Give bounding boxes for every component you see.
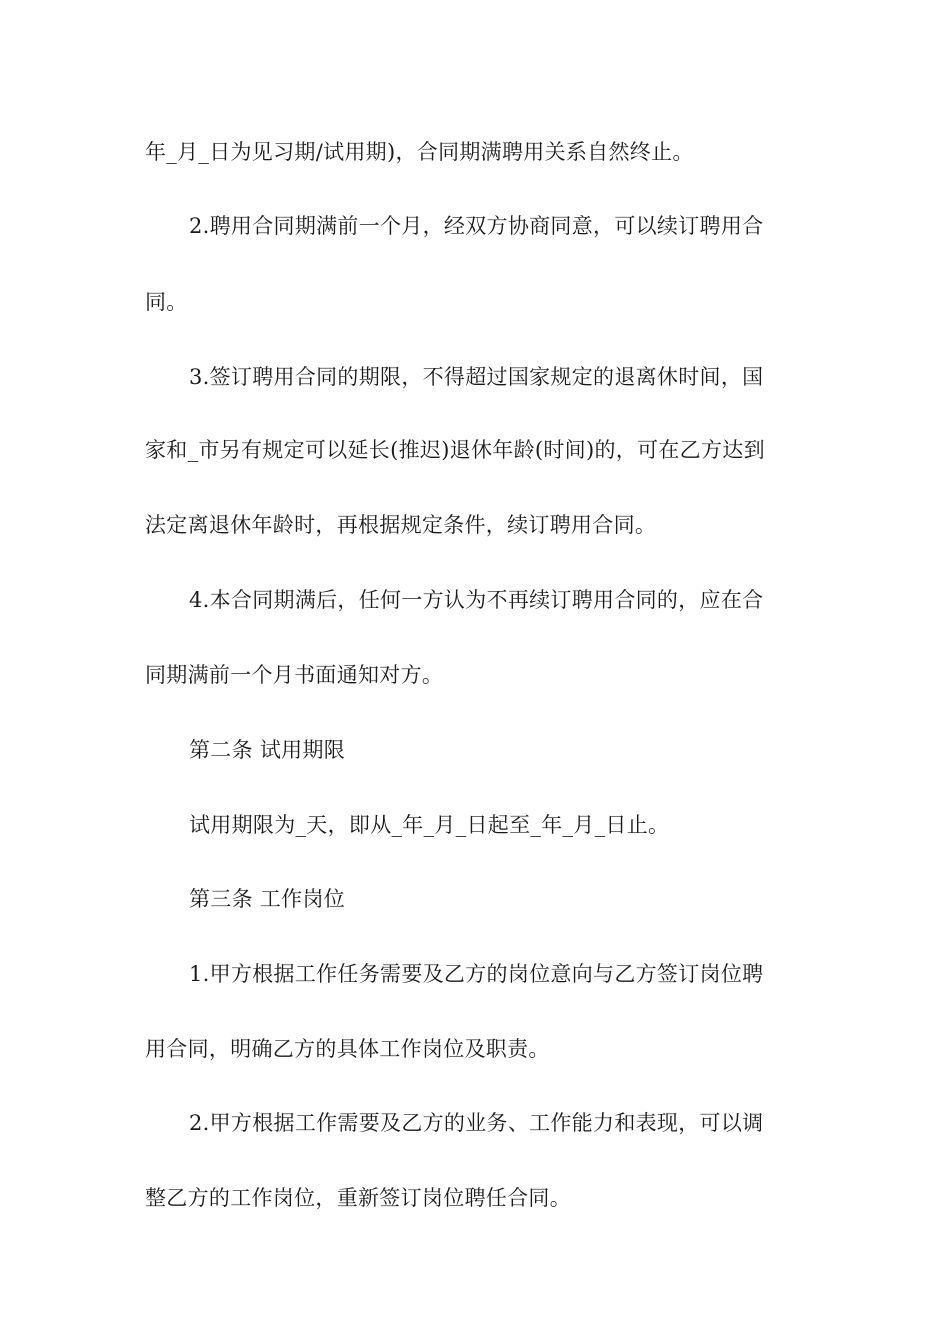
text-line: 同。 [145,290,188,314]
text-line: 用合同，明确乙方的具体工作岗位及职责。 [145,1037,550,1061]
text-line: 2.聘用合同期满前一个月，经双方协商同意，可以续订聘用合 [189,214,764,238]
text-line: 整乙方的工作岗位，重新签订岗位聘任合同。 [145,1186,571,1210]
text-line: 家和_市另有规定可以延长(推迟)退休年龄(时间)的，可在乙方达到 [145,438,765,462]
text-line: 试用期限为_天，即从_年_月_日起至_年_月_日止。 [189,813,670,837]
text-line: 1.甲方根据工作任务需要及乙方的岗位意向与乙方签订岗位聘 [189,962,764,986]
text-line: 法定离退休年龄时，再根据规定条件，续订聘用合同。 [145,513,657,537]
text-line: 年_月_日为见习期/试用期)，合同期满聘用关系自然终止。 [145,140,694,164]
text-line: 4.本合同期满后，任何一方认为不再续订聘用合同的，应在合 [189,588,764,612]
text-line: 2.甲方根据工作需要及乙方的业务、工作能力和表现，可以调 [189,1111,764,1135]
text-line: 3.签订聘用合同的期限，不得超过国家规定的退离休时间，国 [189,365,764,389]
text-line: 同期满前一个月书面通知对方。 [145,663,444,687]
section-heading: 第二条 试用期限 [189,738,346,762]
section-heading: 第三条 工作岗位 [189,887,346,911]
